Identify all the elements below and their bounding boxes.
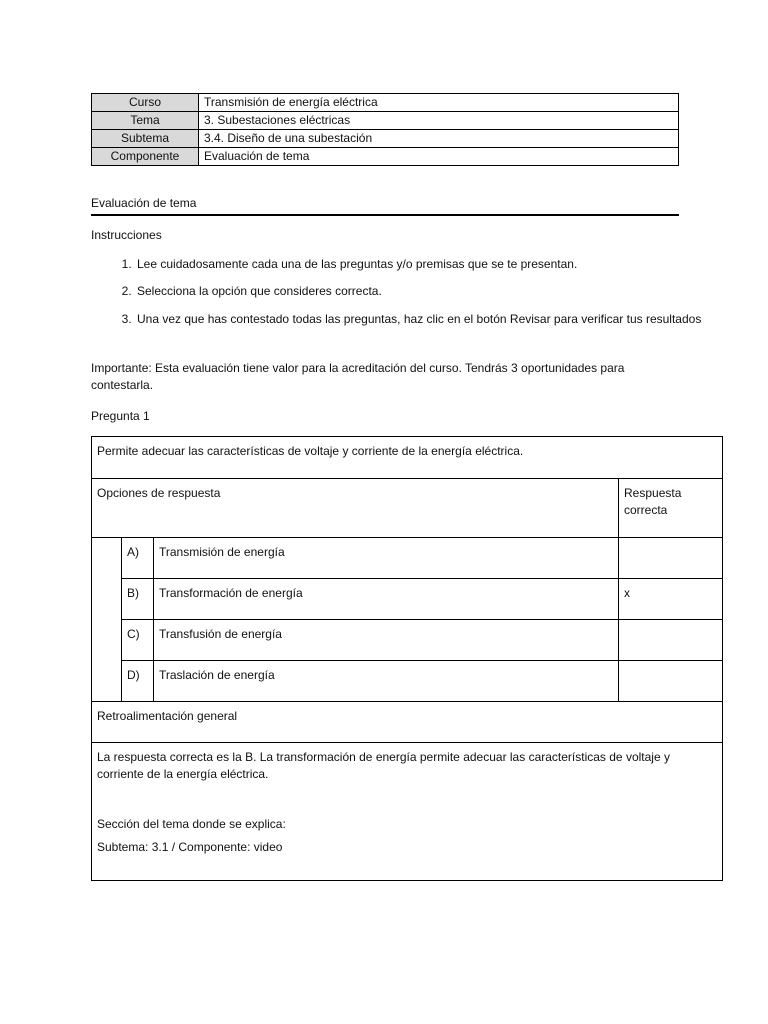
option-indent xyxy=(92,579,122,620)
option-row-b xyxy=(92,579,723,620)
feedback-spacer xyxy=(97,784,717,802)
instructions-title: Instrucciones xyxy=(91,228,162,242)
options-header: Opciones de respuesta xyxy=(92,479,619,538)
feedback-section-label: Sección del tema donde se explica: xyxy=(97,816,286,831)
option-mark: x xyxy=(619,579,723,620)
course-value: Transmisión de energía eléctrica xyxy=(199,94,679,112)
component-row xyxy=(92,148,679,166)
feedback-text: La respuesta correcta es la B. La transformación de energía permite adecuar las características de voltaje y corriente de la energía eléctrica. xyxy=(97,750,670,782)
option-text: Traslación de energía xyxy=(154,661,619,702)
feedback-body-row xyxy=(92,743,723,881)
instruction-step: 1. Lee cuidadosamente cada una de las preguntas y/o premisas que se te presentan. xyxy=(135,256,725,273)
subtopic-key: Subtema xyxy=(92,130,199,148)
subtopic-value: 3.4. Diseño de una subestación xyxy=(199,130,679,148)
option-letter: B) xyxy=(122,579,154,620)
option-indent xyxy=(92,661,122,702)
course-key: Curso xyxy=(92,94,199,112)
option-row-c xyxy=(92,620,723,661)
option-letter: A) xyxy=(122,538,154,579)
option-letter: C) xyxy=(122,620,154,661)
course-row xyxy=(92,94,679,112)
subtopic-row xyxy=(92,130,679,148)
instruction-step: 2. Selecciona la opción que consideres correcta. xyxy=(135,283,725,300)
important-note: Importante: Esta evaluación tiene valor para la acreditación del curso. Tendrás 3 oportunidades para contestarla. xyxy=(91,361,625,393)
option-mark xyxy=(619,538,723,579)
topic-key: Tema xyxy=(92,112,199,130)
component-key: Componente xyxy=(92,148,199,166)
question-prompt: Permite adecuar las características de voltaje y corriente de la energía eléctrica. xyxy=(92,437,723,479)
feedback-section-ref: Subtema: 3.1 / Componente: video xyxy=(97,840,283,855)
topic-value: 3. Subestaciones eléctricas xyxy=(199,112,679,130)
correct-header: Respuesta correcta xyxy=(619,479,723,538)
option-indent xyxy=(92,538,122,579)
feedback-header-row xyxy=(92,702,723,743)
option-letter: D) xyxy=(122,661,154,702)
question-prompt-row xyxy=(92,437,723,479)
option-mark xyxy=(619,661,723,702)
option-text: Transformación de energía xyxy=(154,579,619,620)
option-row-a xyxy=(92,538,723,579)
course-info-table xyxy=(91,93,679,166)
question-label: Pregunta 1 xyxy=(91,409,150,423)
feedback-body xyxy=(92,743,723,881)
component-value: Evaluación de tema xyxy=(199,148,679,166)
section-title: Evaluación de tema xyxy=(91,195,679,216)
question-table xyxy=(91,436,723,881)
instructions-list xyxy=(91,256,725,338)
option-mark xyxy=(619,620,723,661)
option-row-d xyxy=(92,661,723,702)
option-text: Transmisión de energía xyxy=(154,538,619,579)
feedback-header: Retroalimentación general xyxy=(92,702,723,743)
topic-row xyxy=(92,112,679,130)
option-text: Transfusión de energía xyxy=(154,620,619,661)
options-header-row xyxy=(92,479,723,538)
option-indent xyxy=(92,620,122,661)
instruction-step: 3. Una vez que has contestado todas las preguntas, haz clic en el botón Revisar para verificar tus resultados xyxy=(135,311,725,328)
